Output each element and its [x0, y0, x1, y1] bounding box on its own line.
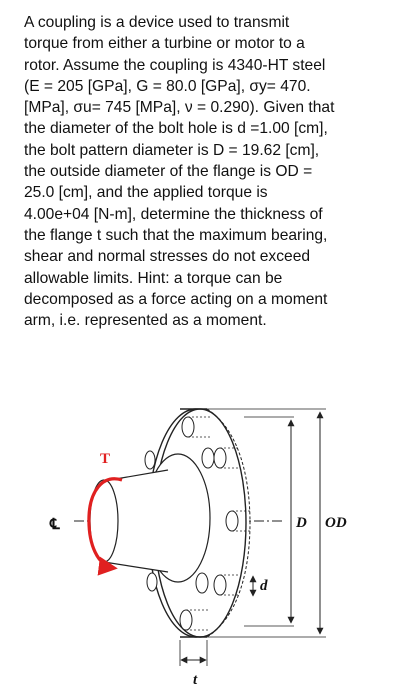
problem-line: 4.00e+04 [N-m], determine the thickness of [24, 205, 323, 223]
problem-line: torque from either a turbine or motor to a [24, 35, 305, 53]
bolt-hole [180, 610, 192, 630]
problem-line: rotor. Assume the coupling is 4340-HT steel [24, 56, 326, 74]
problem-line: A coupling is a device used to transmit [24, 14, 290, 31]
bolt-pattern-label: D [296, 515, 307, 531]
problem-line: 25.0 [cm], and the applied torque is [24, 184, 268, 202]
problem-line: the diameter of the bolt hole is d =1.00 [cm], [24, 120, 328, 138]
bolt-hole-label: d [260, 578, 268, 594]
bolt-hole [226, 511, 238, 531]
problem-line: the bolt pattern diameter is D = 19.62 [cm], [24, 141, 320, 159]
bolt-hole [196, 573, 208, 593]
problem-line: [MPa], σu= 745 [MPa], ν = 0.290). Given that [24, 99, 335, 117]
problem-line: the flange t such that the maximum bearing, [24, 226, 328, 244]
outside-diameter-label: OD [325, 515, 347, 531]
problem-line: the outside diameter of the flange is OD = [24, 163, 313, 181]
problem-line: arm, i.e. represented as a moment. [24, 312, 267, 330]
coupling-figure [0, 380, 403, 700]
problem-line: decomposed as a force acting on a moment [24, 290, 328, 308]
bolt-hole [147, 573, 157, 591]
bolt-hole [145, 451, 155, 469]
problem-line: (E = 205 [GPa], G = 80.0 [GPa], σy= 470. [24, 77, 311, 95]
coupling-drawing [0, 380, 403, 700]
bolt-hole [214, 575, 226, 595]
bolt-hole [202, 448, 214, 468]
problem-line: shear and normal stresses do not exceed [24, 248, 311, 266]
centerline-label: ℄ [50, 517, 60, 533]
torque-label: T [100, 451, 111, 467]
bolt-hole [214, 448, 226, 468]
bolt-hole [182, 417, 194, 437]
problem-line: allowable limits. Hint: a torque can be [24, 269, 283, 287]
problem-statement [24, 12, 389, 331]
thickness-label: t [193, 672, 198, 688]
